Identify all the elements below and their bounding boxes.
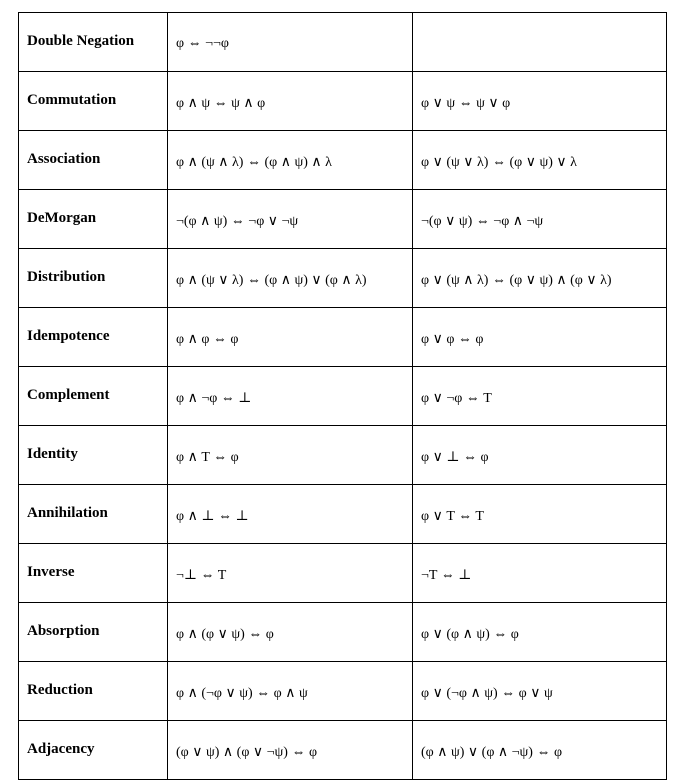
- law-name: Complement: [19, 367, 168, 426]
- law-name: Association: [19, 131, 168, 190]
- table-row: [19, 485, 667, 544]
- law-name: Commutation: [19, 72, 168, 131]
- law-and-form: ¬(φ ∧ ψ) ⇔ ¬φ ∨ ¬ψ: [168, 190, 413, 249]
- law-and-form: φ ∧ ¬φ ⇔ ⊥: [168, 367, 413, 426]
- law-or-form: φ ∨ ⊥ ⇔ φ: [413, 426, 667, 485]
- law-and-form: φ ∧ (ψ ∧ λ) ⇔ (φ ∧ ψ) ∧ λ: [168, 131, 413, 190]
- table-row: [19, 721, 667, 780]
- logic-laws-table: [18, 12, 667, 780]
- law-name: Annihilation: [19, 485, 168, 544]
- table-row: [19, 13, 667, 72]
- law-and-form: φ ∧ ⊥ ⇔ ⊥: [168, 485, 413, 544]
- table-row: [19, 603, 667, 662]
- law-or-form: φ ∨ (φ ∧ ψ) ⇔ φ: [413, 603, 667, 662]
- law-or-form: [413, 13, 667, 72]
- law-and-form: (φ ∨ ψ) ∧ (φ ∨ ¬ψ) ⇔ φ: [168, 721, 413, 780]
- law-or-form: ¬(φ ∨ ψ) ⇔ ¬φ ∧ ¬ψ: [413, 190, 667, 249]
- table-row: [19, 367, 667, 426]
- law-name: Idempotence: [19, 308, 168, 367]
- law-and-form: φ ∧ (¬φ ∨ ψ) ⇔ φ ∧ ψ: [168, 662, 413, 721]
- law-or-form: φ ∨ (ψ ∧ λ) ⇔ (φ ∨ ψ) ∧ (φ ∨ λ): [413, 249, 667, 308]
- law-or-form: φ ∨ ¬φ ⇔ T: [413, 367, 667, 426]
- table-row: [19, 662, 667, 721]
- law-or-form: φ ∨ φ ⇔ φ: [413, 308, 667, 367]
- law-or-form: ¬T ⇔ ⊥: [413, 544, 667, 603]
- table-row: [19, 544, 667, 603]
- law-name: Identity: [19, 426, 168, 485]
- law-name: Distribution: [19, 249, 168, 308]
- law-name: Absorption: [19, 603, 168, 662]
- law-name: Adjacency: [19, 721, 168, 780]
- law-or-form: φ ∨ ψ ⇔ ψ ∨ φ: [413, 72, 667, 131]
- table-row: [19, 308, 667, 367]
- law-or-form: φ ∨ T ⇔ T: [413, 485, 667, 544]
- law-and-form: φ ∧ ψ ⇔ ψ ∧ φ: [168, 72, 413, 131]
- law-or-form: φ ∨ (¬φ ∧ ψ) ⇔ φ ∨ ψ: [413, 662, 667, 721]
- law-and-form: φ ∧ (φ ∨ ψ) ⇔ φ: [168, 603, 413, 662]
- law-name: DeMorgan: [19, 190, 168, 249]
- law-and-form: φ ⇔ ¬¬φ: [168, 13, 413, 72]
- table-row: [19, 249, 667, 308]
- law-or-form: φ ∨ (ψ ∨ λ) ⇔ (φ ∨ ψ) ∨ λ: [413, 131, 667, 190]
- law-name: Reduction: [19, 662, 168, 721]
- law-or-form: (φ ∧ ψ) ∨ (φ ∧ ¬ψ) ⇔ φ: [413, 721, 667, 780]
- law-and-form: φ ∧ (ψ ∨ λ) ⇔ (φ ∧ ψ) ∨ (φ ∧ λ): [168, 249, 413, 308]
- table-row: [19, 426, 667, 485]
- table-row: [19, 190, 667, 249]
- law-name: Inverse: [19, 544, 168, 603]
- law-and-form: φ ∧ T ⇔ φ: [168, 426, 413, 485]
- table-row: [19, 72, 667, 131]
- table-row: [19, 131, 667, 190]
- law-and-form: ¬⊥ ⇔ T: [168, 544, 413, 603]
- law-and-form: φ ∧ φ ⇔ φ: [168, 308, 413, 367]
- law-name: Double Negation: [19, 13, 168, 72]
